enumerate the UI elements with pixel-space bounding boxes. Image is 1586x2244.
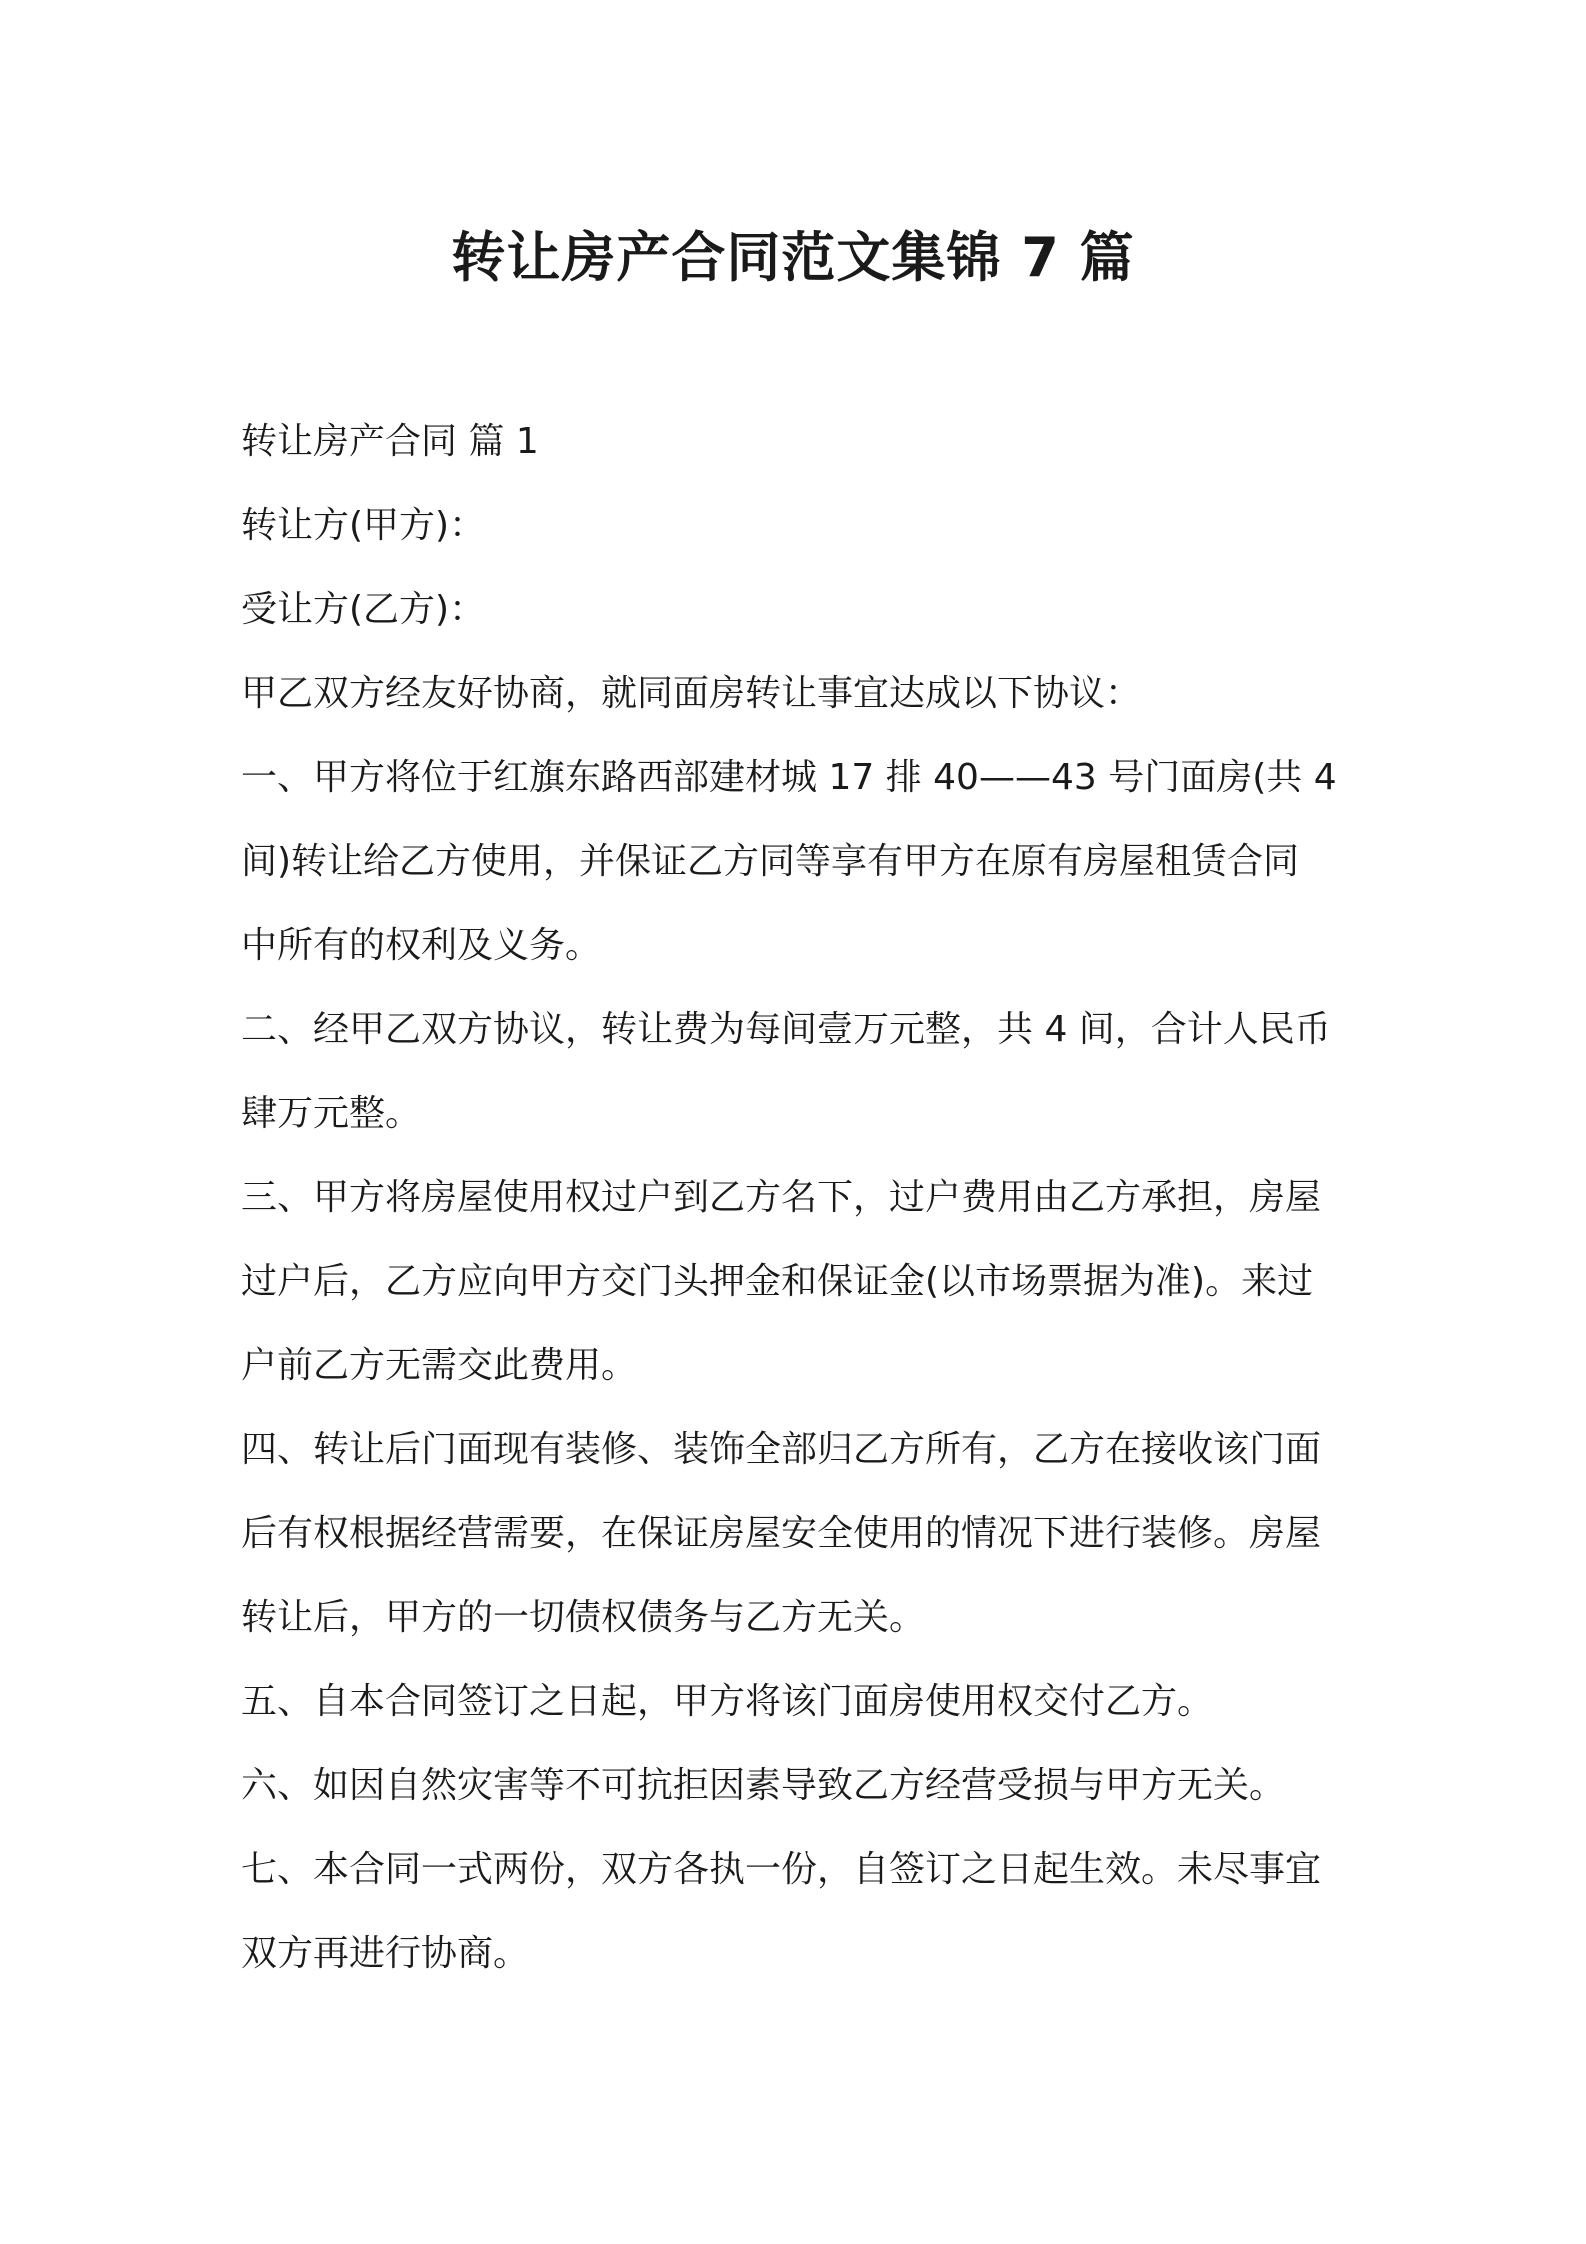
clause-3-line-1: 三、甲方将房屋使用权过户到乙方名下，过户费用由乙方承担，房屋 xyxy=(241,1177,1322,1218)
party-a-line: 转让方(甲方)： xyxy=(241,505,486,546)
clause-4-line-2: 后有权根据经营需要，在保证房屋安全使用的情况下进行装修。房屋 xyxy=(241,1513,1322,1554)
clause-3-line-2: 过户后，乙方应向甲方交门头押金和保证金(以市场票据为准)。来过 xyxy=(241,1261,1314,1302)
party-b-line: 受让方(乙方)： xyxy=(241,589,486,630)
clause-2-line-1: 二、经甲乙双方协议，转让费为每间壹万元整，共 4 间，合计人民币 xyxy=(241,1009,1331,1050)
clause-7-line-1: 七、本合同一式两份，双方各执一份，自签订之日起生效。未尽事宜 xyxy=(241,1849,1322,1890)
clause-7-line-2: 双方再进行协商。 xyxy=(241,1933,530,1974)
clause-6-line-1: 六、如因自然灾害等不可抗拒因素导致乙方经营受损与甲方无关。 xyxy=(241,1765,1286,1806)
clause-1-line-2: 间)转让给乙方使用，并保证乙方同等享有甲方在原有房屋租赁合同 xyxy=(241,841,1300,882)
agreement-intro: 甲乙双方经友好协商，就同面房转让事宜达成以下协议： xyxy=(241,673,1142,714)
clause-1-line-1: 一、甲方将位于红旗东路西部建材城 17 排 40——43 号门面房(共 4 xyxy=(241,757,1337,798)
clause-4-line-3: 转让后，甲方的一切债权债务与乙方无关。 xyxy=(241,1597,926,1638)
clause-2-line-2: 肆万元整。 xyxy=(241,1093,422,1134)
section-heading: 转让房产合同 篇 1 xyxy=(241,421,539,462)
clause-3-line-3: 户前乙方无需交此费用。 xyxy=(241,1345,638,1386)
document-body xyxy=(241,400,1361,1996)
clause-1-line-3: 中所有的权利及义务。 xyxy=(241,925,602,966)
clause-5-line-1: 五、自本合同签订之日起，甲方将该门面房使用权交付乙方。 xyxy=(241,1681,1214,1722)
document-title: 转让房产合同范文集锦 7 篇 xyxy=(451,226,1135,289)
clause-4-line-1: 四、转让后门面现有装修、装饰全部归乙方所有，乙方在接收该门面 xyxy=(241,1429,1322,1470)
